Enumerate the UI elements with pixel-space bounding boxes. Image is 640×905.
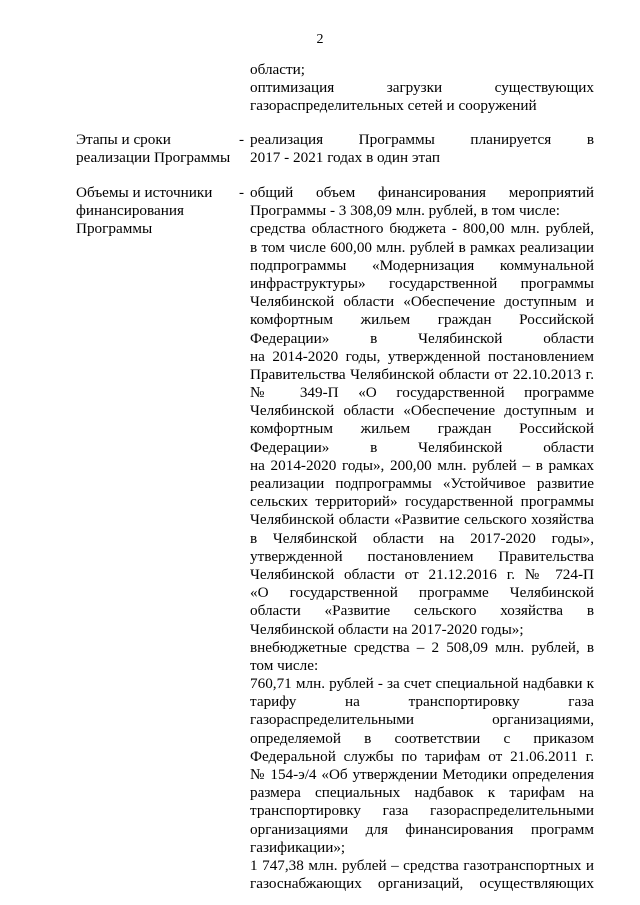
text-line: размера специальных надбавок к тарифам на [250,784,594,802]
text-line: № 154-э/4 «Об утверждении Методики определения [250,766,594,783]
text-line: определяемой в соответствии с приказом [250,729,594,747]
text-line: «О государственной программе Челябинской [250,584,594,602]
text-line: общий объем финансирования мероприятий [250,184,594,201]
text-line: комфортным жильем граждан Российской [250,311,594,329]
text-line: тарифу на транспортировку газа [250,693,594,711]
text-line: оптимизация загрузки существующих [250,79,594,97]
text-line: 1 747,38 млн. рублей – средства газотранспортных и [250,856,594,874]
stages-dash: - [239,131,245,148]
label-line: финансирования [76,202,184,220]
text-line: инфраструктуры» государственной программы [250,274,594,292]
text-line: газораспределительных сетей и сооружений [250,97,537,115]
text-line: Челябинской области «Развитие сельского хозяйства [250,511,594,529]
text-line: утвержденной постановлением Правительства [250,547,594,565]
text-line: № 349-П «О государственной программе [250,384,594,402]
text-line: газоснабжающих организаций, осуществляющих [250,875,594,893]
text-line: сельских территорий» государственной программы [250,493,594,511]
text-line: Челябинской области от 21.12.2016 г. № 724-П [250,565,594,583]
text-line: реализация Программы планируется в [250,131,594,148]
page-number: 2 [316,32,324,47]
text-line: 2017 - 2021 годах в один этап [250,149,440,167]
text-line: транспортировку газа газораспределительными [250,802,594,820]
text-line: на 2014-2020 годы», 200,00 млн. рублей – в рамках [250,456,594,474]
text-line: внебюджетные средства – 2 508,09 млн. рублей, в [250,638,594,656]
text-line: подпрограммы «Модернизация коммунальной [250,256,594,274]
funding-value [250,184,594,893]
text-line: 760,71 млн. рублей - за счет специальной надбавки к [250,675,594,693]
text-line: Челябинской области «Обеспечение доступным и [250,293,594,311]
text-line: газификации»; [250,838,346,856]
top-continuation-text [250,61,594,116]
stages-label [76,131,244,167]
text-line: Челябинской области на 2017-2020 годы»; [250,620,524,638]
text-line: в Челябинской области на 2017-2020 годы», [250,529,594,547]
text-line: на 2014-2020 годы, утвержденной постановлением [250,347,594,365]
text-line: комфортным жильем граждан Российской [250,420,594,438]
label-line: Объемы и источники [76,184,213,201]
funding-label [76,184,244,239]
stages-value [250,131,594,167]
text-line: в том числе 600,00 млн. рублей в рамках реализации [250,238,594,256]
text-line: области «Развитие сельского хозяйства в [250,602,594,620]
label-line: Этапы и сроки [76,131,171,148]
text-line: Федеральной службы по тарифам от 21.06.2011 г. [250,747,594,765]
text-line: газораспределительными организациями, [250,711,594,729]
label-line: Программы [76,220,153,238]
text-line: Программы - 3 308,09 млн. рублей, в том числе: [250,202,561,220]
funding-dash: - [239,184,245,201]
text-line: области; [250,61,305,78]
text-line: Федерации» в Челябинской области [250,329,594,347]
text-line: Федерации» в Челябинской области [250,438,594,456]
text-line: реализации подпрограммы «Устойчивое развитие [250,475,594,492]
text-line: Правительства Челябинской области от 22.10.2013 г. [250,365,594,383]
text-line: средства областного бюджета - 800,00 млн. рублей, [250,220,594,238]
text-line: Челябинской области «Обеспечение доступным и [250,402,594,420]
label-line: реализации Программы [76,149,231,167]
text-line: том числе: [250,656,319,674]
text-line: организациями для финансирования программ [250,820,594,838]
